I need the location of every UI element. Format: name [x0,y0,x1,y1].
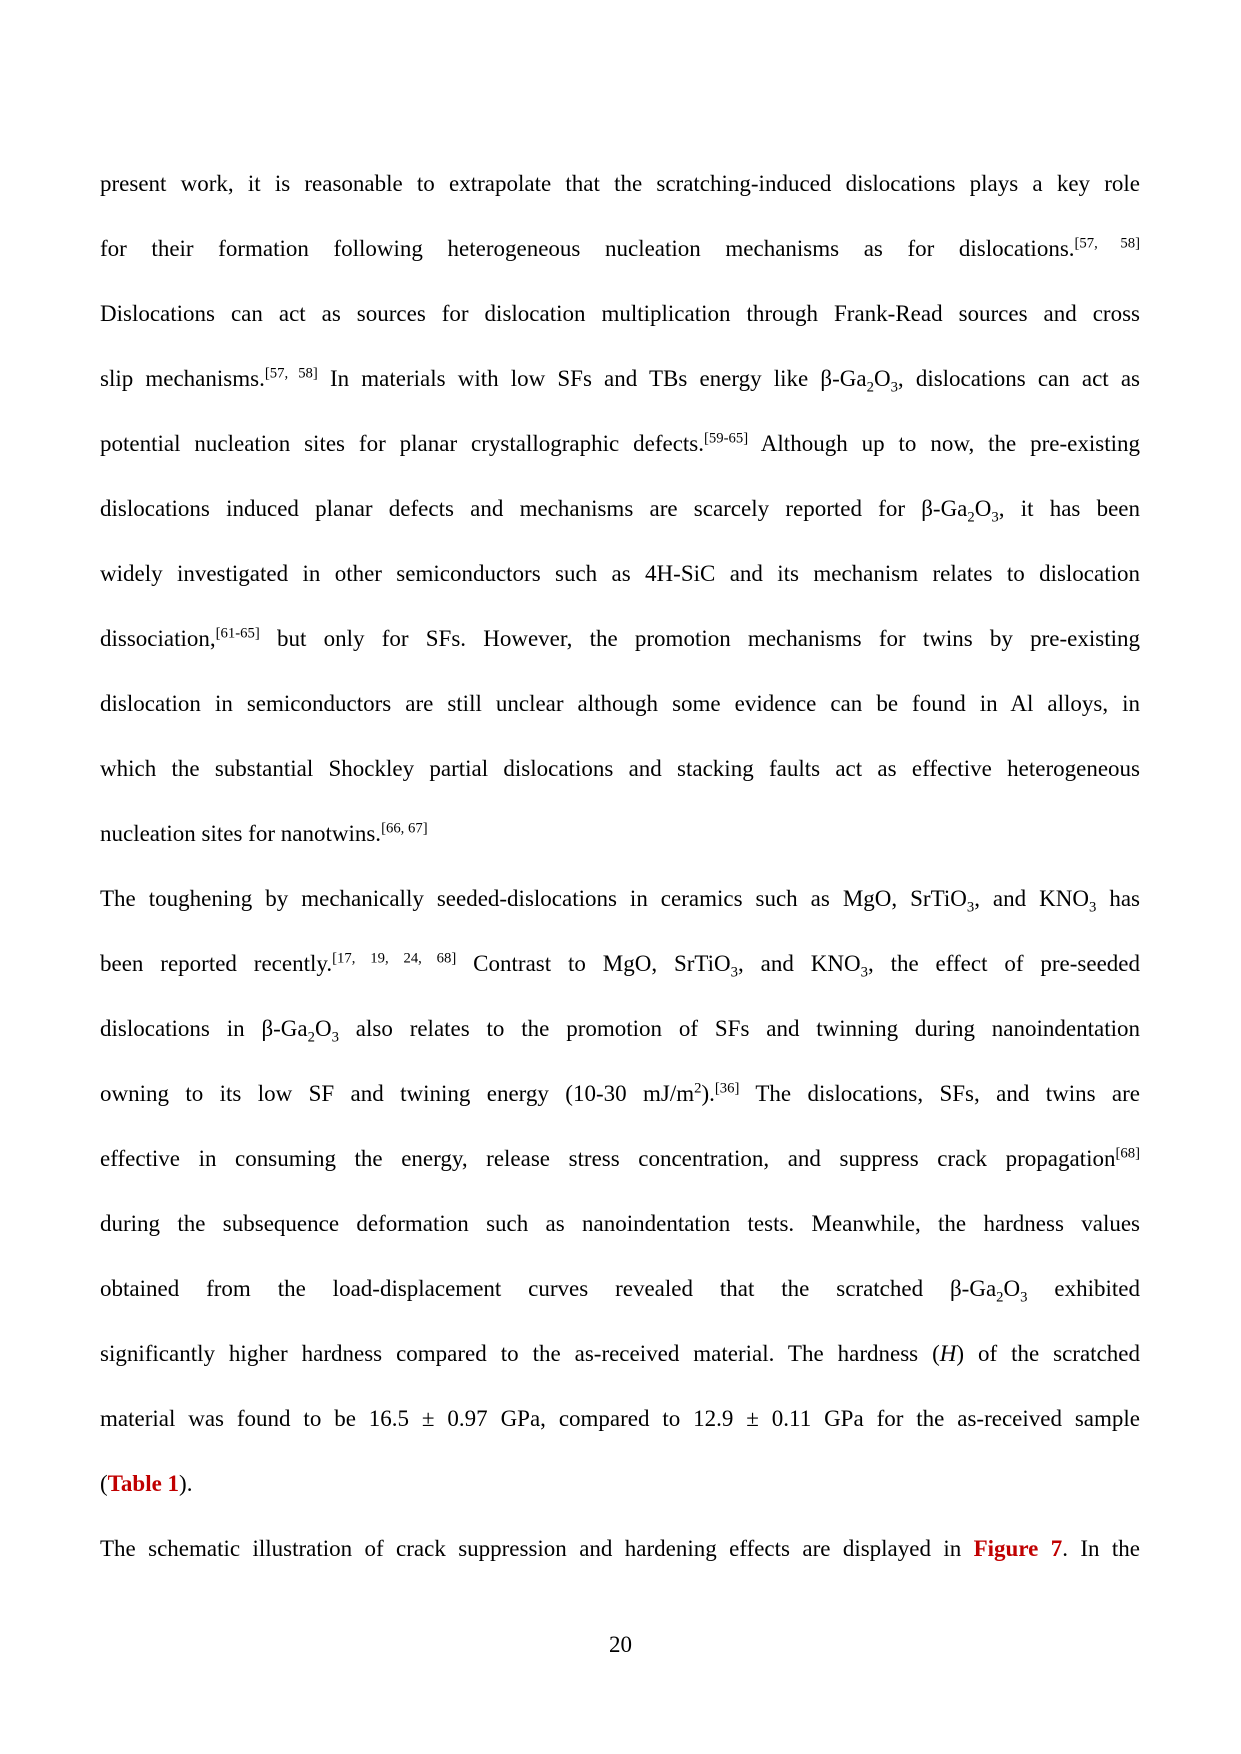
text-segment: The toughening by mechanically seeded-dislocations in ceramics such as MgO, SrTiO [100,886,967,911]
text-segment: dislocation in semiconductors are still unclear although some evidence can be found in Al alloys, in [100,691,1140,716]
text-segment: Although up to now, the pre-existing [748,431,1140,456]
text-segment: ). [701,1081,715,1106]
text-segment: dislocations induced planar defects and mechanisms are scarcely reported for β-Ga [100,496,968,521]
sub-text: 3 [730,964,739,981]
sub-text: 3 [991,509,999,526]
italic-text: H [939,1341,957,1366]
text-segment: material was found to be 16.5 ± 0.97 GPa, compared to 12.9 ± 0.11 GPa for the as-received sample [100,1406,1140,1431]
text-line [100,866,1140,931]
text-line [100,1061,1140,1126]
text-segment: ) of the scratched [956,1341,1140,1366]
text-segment: which the substantial Shockley partial dislocations and stacking faults act as effective heterogeneous [100,756,1140,781]
text-line [100,411,1140,476]
table-1-link[interactable]: Table 1 [107,1471,180,1496]
text-segment: present work, it is reasonable to extrapolate that the scratching-induced dislocations plays a key role [100,171,1140,196]
sup-text: 2 [694,1080,702,1097]
text-line [100,996,1140,1061]
text-segment: O [974,496,992,521]
text-line [100,1126,1140,1191]
text-segment: The dislocations, SFs, and twins are [739,1081,1140,1106]
text-line [100,476,1140,541]
sup-text: [61-65] [215,625,260,642]
text-line [100,1516,1140,1581]
sup-text: [36] [714,1080,740,1097]
text-line [100,346,1140,411]
text-segment: , dislocations can act as [897,366,1140,391]
text-segment: , and KNO [738,951,861,976]
text-line [100,931,1140,996]
page-number: 20 [609,1632,632,1657]
text-segment: O [873,366,891,391]
sup-text: [59-65] [704,430,749,447]
sup-text: [57, 58] [264,365,318,382]
sub-text: 2 [866,379,874,396]
text-segment: but only for SFs. However, the promotion mechanisms for twins by pre-existing [259,626,1140,651]
text-segment: , the effect of pre-seeded [867,951,1140,976]
text-segment: In materials with low SFs and TBs energy like β-Ga [317,366,867,391]
text-segment: nucleation sites for nanotwins. [100,821,382,846]
text-line [100,801,1140,866]
text-segment: been reported recently. [100,951,333,976]
text-line [100,1386,1140,1451]
text-segment: exhibited [1027,1276,1140,1301]
text-segment: , it has been [998,496,1141,521]
text-segment: , and KNO [974,886,1089,911]
sub-text: 3 [966,899,975,916]
sub-text: 3 [1020,1289,1028,1306]
sub-text: 3 [331,1029,339,1046]
text-segment: effective in consuming the energy, release stress concentration, and suppress crack propagation [100,1146,1116,1171]
text-segment: owning to its low SF and twining energy (10-30 mJ/m [100,1081,695,1106]
text-line [100,1256,1140,1321]
sup-text: [57, 58] [1074,235,1140,252]
text-segment: potential nucleation sites for planar crystallographic defects. [100,431,704,456]
text-segment: also relates to the promotion of SFs and twinning during nanoindentation [338,1016,1140,1041]
text-line [100,736,1140,801]
sub-text: 3 [860,964,868,981]
text-segment: for their formation following heterogeneous nucleation mechanisms as for dislocations. [100,236,1075,261]
text-segment: The schematic illustration of crack suppression and hardening effects are displayed in [100,1536,974,1561]
text-segment: O [314,1016,332,1041]
text-segment: obtained from the load-displacement curves revealed that the scratched β-Ga [100,1276,997,1301]
sub-text: 2 [996,1289,1004,1306]
text-line [100,151,1140,216]
text-segment: Dislocations can act as sources for dislocation multiplication through Frank-Read sources and cross [100,301,1140,326]
figure-7-link[interactable]: Figure 7 [973,1536,1063,1561]
text-line [100,671,1140,736]
sub-text: 2 [307,1029,315,1046]
text-segment: during the subsequence deformation such as nanoindentation tests. Meanwhile, the hardness values [100,1211,1140,1236]
text-segment: dislocations in β-Ga [100,1016,308,1041]
sup-text: [66, 67] [381,820,428,837]
text-segment: has [1096,886,1140,911]
text-segment: widely investigated in other semiconductors such as 4H-SiC and its mechanism relates to dislocation [100,561,1140,586]
body-text [100,151,1140,1581]
sub-text: 3 [1088,899,1097,916]
text-segment: significantly higher hardness compared to the as-received material. The hardness ( [100,1341,940,1366]
text-segment: dissociation, [100,626,216,651]
sup-text: [17, 19, 24, 68] [332,950,457,967]
text-segment: . In the [1062,1536,1140,1561]
sub-text: 3 [890,379,898,396]
sub-text: 2 [967,509,975,526]
text-line [100,281,1140,346]
text-segment: slip mechanisms. [100,366,265,391]
sup-text: [68] [1115,1145,1140,1162]
text-line [100,606,1140,671]
text-segment: Contrast to MgO, SrTiO [456,951,731,976]
text-line [100,541,1140,606]
text-line [100,216,1140,281]
text-segment: ). [179,1471,193,1496]
text-line [100,1191,1140,1256]
text-line [100,1321,1140,1386]
text-segment: ( [100,1471,108,1496]
text-segment: O [1003,1276,1021,1301]
text-line [100,1451,1140,1516]
